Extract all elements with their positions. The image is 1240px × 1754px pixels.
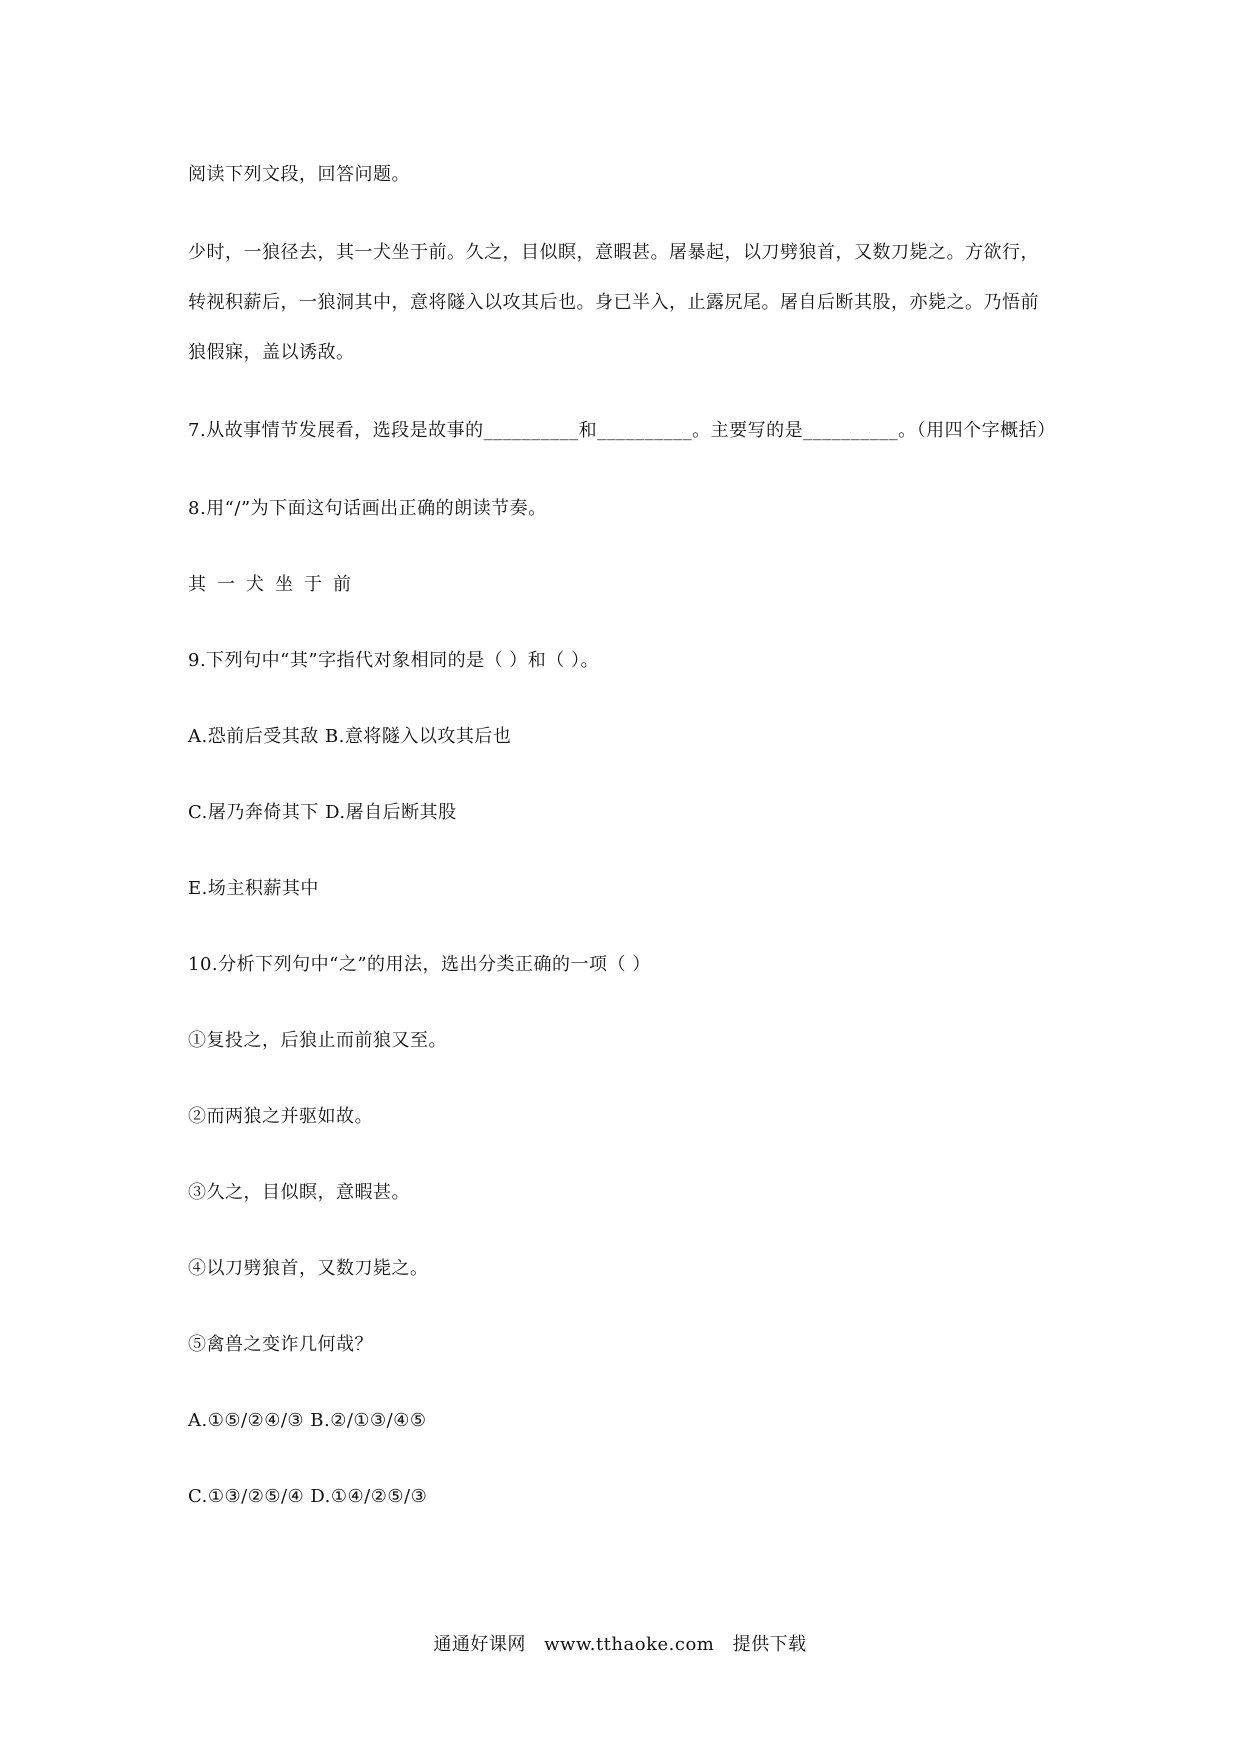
page-footer bbox=[0, 1630, 1240, 1656]
footer-suffix: 提供下载 bbox=[732, 1634, 807, 1655]
intro-instruction: 阅读下列文段，回答问题。 bbox=[188, 164, 410, 185]
question-10-option-row: C.①③/②⑤/④ D.①④/②⑤/③ bbox=[188, 1486, 428, 1507]
question-10-sentence: ②而两狼之并驱如故。 bbox=[188, 1106, 373, 1127]
question-9: 9.下列句中“其”字指代对象相同的是（ ）和（ ）。 bbox=[188, 650, 600, 671]
question-9-option-row: E.场主积薪其中 bbox=[188, 878, 319, 899]
question-10: 10.分析下列句中“之”的用法，选出分类正确的一项（ ） bbox=[188, 954, 651, 975]
question-9-option-row: A.恐前后受其敌 B.意将隧入以攻其后也 bbox=[188, 726, 512, 747]
footer-site-name: 通通好课网 bbox=[433, 1634, 526, 1655]
reading-passage: 少时，一狼径去，其一犬坐于前。久之，目似瞑，意暇甚。屠暴起，以刀劈狼首，又数刀毙之。方欲行，转视积薪后，一狼洞其中，意将隧入以攻其后也。身已半入，止露尻尾。屠自后断其股，亦毙之。乃悟前狼假寐，盖以诱敌。 bbox=[188, 242, 1039, 363]
question-10-sentence: ①复投之，后狼止而前狼又至。 bbox=[188, 1030, 447, 1051]
document-content bbox=[188, 150, 1054, 1522]
question-9-option-row: C.屠乃奔倚其下 D.屠自后断其股 bbox=[188, 802, 457, 823]
question-10-sentence: ⑤禽兽之变诈几何哉？ bbox=[188, 1334, 373, 1355]
question-10-option-row: A.①⑤/②④/③ B.②/①③/④⑤ bbox=[188, 1410, 427, 1431]
question-10-sentence: ③久之，目似瞑，意暇甚。 bbox=[188, 1182, 410, 1203]
question-7: 7.从故事情节发展看，选段是故事的__________和__________。主要写的是__________。（用四个字概括） bbox=[188, 420, 1056, 441]
question-10-sentence: ④以刀劈狼首，又数刀毙之。 bbox=[188, 1258, 429, 1279]
footer-url: www.tthaoke.com bbox=[544, 1634, 715, 1655]
question-8-sentence: 其一犬坐于前 bbox=[188, 574, 362, 595]
question-8: 8.用“/”为下面这句话画出正确的朗读节奏。 bbox=[188, 498, 547, 519]
